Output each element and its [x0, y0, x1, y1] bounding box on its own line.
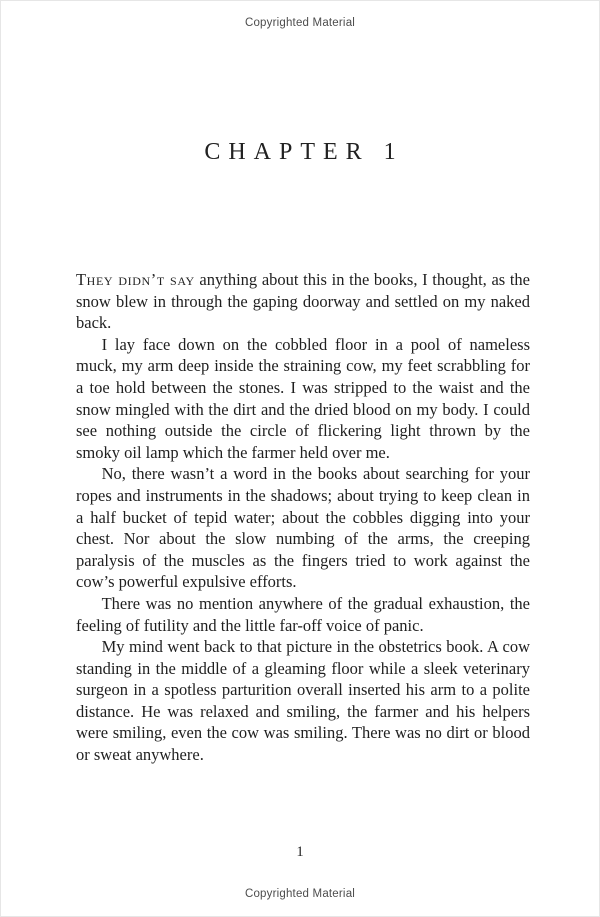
paragraph: No, there wasn’t a word in the books about searching for your ropes and instruments in the shadows; about trying to keep clean in a half bucket of tepid water; about the cobbles digging into your chest. Nor about the slow numbing of the arms, the creeping paralysis of the muscles as the fingers tried to work against the cow’s powerful expulsive efforts. [76, 464, 530, 592]
paragraph: My mind went back to that picture in the obstetrics book. A cow standing in the middle of a gleaming floor while a sleek veterinary surgeon in a spotless parturition overall inserted his arm to a polite distance. He was relaxed and smiling, the farmer and his helpers were smiling, even the cow was smiling. There was no dirt or blood or sweat anywhere. [76, 637, 530, 765]
chapter-title: CHAPTER 1 [204, 139, 404, 165]
lead-small-caps: They didn’t say [76, 270, 195, 289]
paragraph: They didn’t say anything about this in the books, I thought, as the snow blew in through the gaping doorway and settled on my naked back. [76, 270, 531, 333]
copyright-notice-bottom: Copyrighted Material [244, 888, 356, 900]
body-text [76, 269, 530, 766]
copyright-notice-top: Copyrighted Material [244, 17, 356, 29]
paragraph: There was no mention anywhere of the gradual exhaustion, the feeling of futility and the little far-off voice of panic. [76, 593, 530, 635]
paragraph: I lay face down on the cobbled floor in a pool of nameless muck, my arm deep inside the straining cow, my feet scrabbling for a toe hold between the stones. I was stripped to the waist and the snow mingled with the dirt and the dried blood on my body. I could see nothing outside the circle of flickering light thrown by the smoky oil lamp which the farmer held over me. [76, 334, 530, 462]
page-number: 1 [296, 844, 304, 860]
